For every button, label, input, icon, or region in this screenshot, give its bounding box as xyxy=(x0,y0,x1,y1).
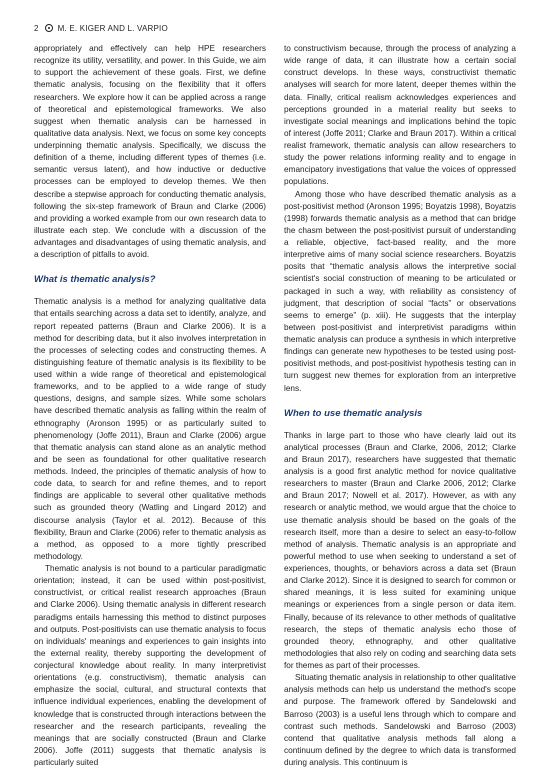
left-column xyxy=(34,43,266,769)
running-header xyxy=(34,21,168,35)
paragraph: Thematic analysis is not bound to a particular paradigmatic orientation; instead, it can be used within post-positivist, constructivist, or critical realist research approaches (Braun and Clarke 2006). Using thematic analysis in different research paradigms entails harnessing this method to distinct purposes and outputs. Post-positivists can use thematic analysis to focus on individuals' meanings and experiences to gain insights into the external reality, thereby supporting the development of conjectural knowledge about reality. In many interpretivist orientations (e.g. constructivism), thematic analysis can emphasize the social, cultural, and structural contexts that influence individual experiences, enabling the development of knowledge that is constructed through interactions between the researcher and the research participants, revealing the meanings that are socially constructed (Braun and Clarke 2006). Joffe (2011) suggests that thematic analysis is particularly suited xyxy=(34,564,266,767)
page-number: 2 xyxy=(34,23,39,33)
paragraph: Situating thematic analysis in relationship to other qualitative analysis methods can help us understand the method's scope and purpose. The framework offered by Sandelowski and Barroso (2003) is a useful lens through which to compare and contrast such methods. Sandelowski and Barroso (2003) contend that qualitative analysis methods fall along a continuum defined by the degree to which data is transformed during analysis. This continuum is xyxy=(284,673,516,767)
paragraph: appropriately and effectively can help HPE researchers recognize its utility, versatility, and power. In this Guide, we aim to support the achievement of these goals. First, we define thematic analysis, focusing on the flexibility that it offers researchers. We explore how it can be applied across a range of theoretical and epistemological frameworks. We also suggest when thematic analysis can be harnessed in qualitative data analysis. Next, we focus on some key concepts underpinning thematic analysis. Specifically, we discuss the definition of a theme, including different types of themes (i.e. semantic versus latent), and how inductive or deductive processes can be employed to develop themes. We then describe a stepwise approach for conducting thematic analysis, following the six-step framework of Braun and Clarke (2006) and providing a worked example from our own research data to illustrate each step. We conclude with a discussion of the advantages and disadvantages of using thematic analysis, and a description of pitfalls to avoid. xyxy=(34,44,266,260)
paragraph: Thematic analysis is a method for analyzing qualitative data that entails searching across a data set to identify, analyze, and report repeated patterns (Braun and Clarke 2006). It is a method for describing data, but it also involves interpretation in the processes of selecting codes and constructing themes. A distinguishing feature of thematic analysis is its flexibility to be used within a wide range of theoretical and epistemological frameworks, and to be applied to a wide range of study questions, designs, and sample sizes. While some scholars have described thematic analysis as falling within the realm of ethnography (Aronson 1995) or as particularly suited to phenomenology (Joffe 2011), Braun and Clarke (2006) argue that thematic analysis can stand alone as an analytic method and be seen as foundational for other qualitative research methods. Indeed, the principles of thematic analysis of how to code data, to search for and refine themes, and to report findings are applicable to several other qualitative methods such as grounded theory (Watling and Lingard 2012) and discourse analysis (Taylor et al. 2012). Because of this flexibility, Braun and Clarke (2006) refer to thematic analysis as a method, as opposed to a more tightly prescribed methodology. xyxy=(34,297,266,561)
section-heading: What is thematic analysis? xyxy=(34,274,156,286)
running-header-authors: M. E. KIGER AND L. VARPIO xyxy=(57,23,168,33)
paragraph: Thanks in large part to those who have clearly laid out its analytical processes (Braun and Clarke, 2006, 2012; Clarke and Braun 2017), researchers have suggested that thematic analysis is a good first analytic method for novice qualitative researchers to master (Braun and Clarke 2006, 2012; Clarke and Braun 2017; Nowell et al. 2017). However, as with any research or analytic method, we would argue that the choice to use thematic analysis should be based on the goals of the research itself, more than a desire to select an easy-to-follow method of analysis. Thematic analysis is an appropriate and powerful method to use when seeking to understand a set of experiences, thoughts, or behaviors across a data set (Braun and Clarke 2012). Since it is designed to search for common or shared meanings, it is less suited for examining unique meanings or experiences from a single person or data item. Finally, because of its relevance to other methods of qualitative research, the steps of thematic analysis echo those of grounded theory, ethnography, and other qualitative methodologies that also rely on coding and searching data sets for themes as part of their processes. xyxy=(284,430,516,670)
right-column xyxy=(284,43,516,769)
paragraph: to constructivism because, through the process of analyzing a wide range of data, it can illustrate how a certain social construct develops. In these ways, constructivist thematic analyses will search for more latent, deeper themes within the data. Finally, critical realism acknowledges experiences and perceptions grounded in a material reality but seeks to investigate social meanings and implications behind the topic of interest (Joffe 2011; Clarke and Braun 2017). Within a critical realist framework, thematic analysis can allow researchers to study the power relations informing reality and to engage in emancipatory investigations that value the voices of oppressed populations. xyxy=(284,44,516,187)
section-heading: When to use thematic analysis xyxy=(284,407,423,419)
journal-logo-icon xyxy=(45,24,53,32)
paragraph: Among those who have described thematic analysis as a post-positivist method (Aronson 1995; Boyatzis 1998), Boyatzis (1998) forwards thematic analysis as a method that can bridge the chasm between the post-positivist pursuit of understanding a reliable, objective, fact-based reality, and the more interpretive aims of many social science researchers. Boyatzis posits that “thematic analysis allows the interpretive social scientist's social construction of meaning to be articulated or packaged in such a way, with reliability as consistency of judgment, that description of social “facts” or observations seems to emerge” (p. xiii). He suggests that the interplay between post-positivist and interpretivist paradigms within thematic analysis can produce a synthesis in which interpretive findings can generate new hypotheses to be tested using post-positivist methods, and post-positivist hypothesis testing can in turn suggest new themes for exploration from an interpretive lens. xyxy=(284,189,516,393)
